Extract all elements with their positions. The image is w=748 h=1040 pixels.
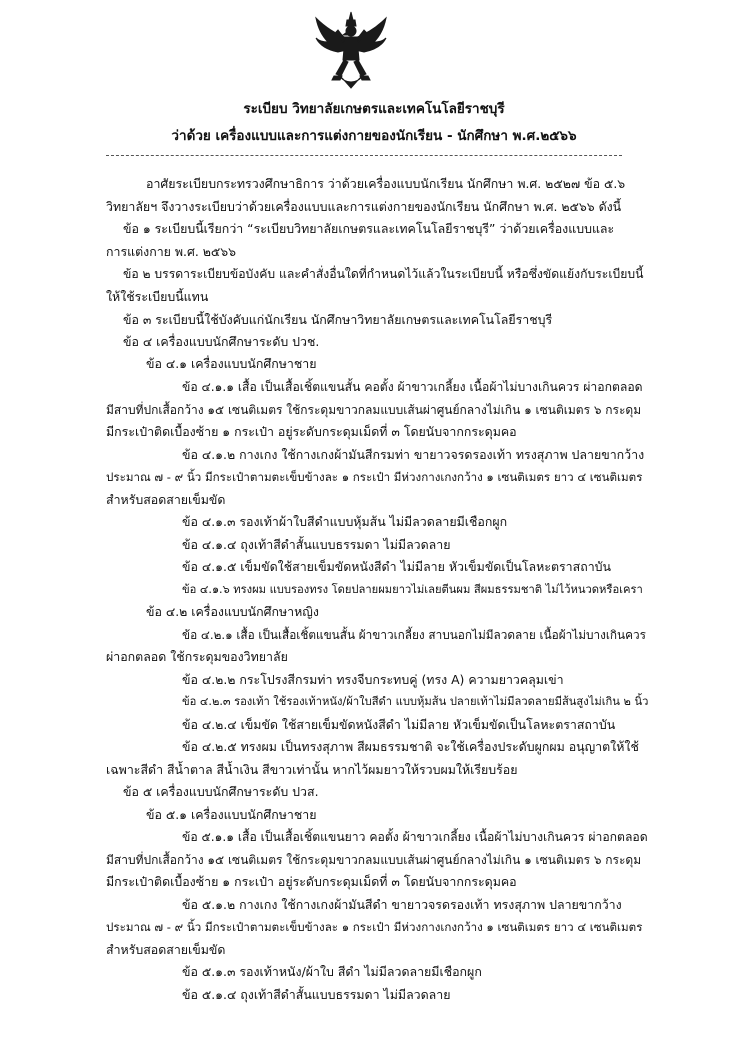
body-line: ข้อ ๕.๑.๒ กางเกง ใช้กางเกงผ้ามันสีดำ ขายาวจรดรองเท้า ทรงสุภาพ ปลายขากว้าง [182, 897, 622, 912]
section-heading: ข้อ ๔ เครื่องแบบนักศึกษาระดับ ปวช. [123, 334, 320, 349]
subsection-heading: ข้อ ๔.๒ เครื่องแบบนักศึกษาหญิง [146, 604, 319, 619]
document-title: ระเบียบ วิทยาลัยเกษตรและเทคโนโลยีราชบุรี [243, 101, 505, 117]
body-line: ข้อ ๔.๑.๔ ถุงเท้าสีดำสั้นแบบธรรมดา ไม่มีลวดลาย [182, 537, 451, 552]
body-line: ประมาณ ๗ - ๙ นิ้ว มีกระเป๋าตามตะเข็บข้างละ ๑ กระเป๋า มีห่วงกางเกงกว้าง ๑ เซนติเมตร ยาว ๔ เซนติเมตร [106, 470, 643, 484]
body-line: ข้อ ๔.๒.๑ เสื้อ เป็นเสื้อเชิ้ตแขนสั้น ผ้าขาวเกลี้ยง สาบนอกไม่มีลวดลาย เนื้อผ้าไม่บางเกินควร [182, 628, 646, 642]
body-line: ให้ใช้ระเบียบนี้แทน [106, 289, 209, 304]
body-line: ข้อ ๕.๑.๓ รองเท้าหนัง/ผ้าใบ สีดำ ไม่มีลวดลายมีเชือกผูก [182, 964, 482, 979]
body-line: ข้อ ๕.๑.๑ เสื้อ เป็นเสื้อเชิ้ตแขนยาว คอตั้ง ผ้าขาวเกลี้ยง เนื้อผ้าไม่บางเกินควร ผ่าอกตลอด [182, 830, 648, 844]
body-line: ข้อ ๕.๑.๔ ถุงเท้าสีดำสั้นแบบธรรมดา ไม่มีลวดลาย [182, 987, 451, 1002]
body-line: สำหรับสอดสายเข็มขัด [106, 492, 226, 507]
body-line: ประมาณ ๗ - ๙ นิ้ว มีกระเป๋าตามตะเข็บข้างละ ๑ กระเป๋า มีห่วงกางเกงกว้าง ๑ เซนติเมตร ยาว ๔ เซนติเมตร [106, 920, 643, 934]
body-line: ผ่าอกตลอด ใช้กระดุมของวิทยาลัย [106, 649, 288, 664]
body-line: สำหรับสอดสายเข็มขัด [106, 942, 226, 957]
body-line: เฉพาะสีดำ สีน้ำตาล สีน้ำเงิน สีขาวเท่านั้น หากไว้ผมยาวให้รวบผมให้เรียบร้อย [106, 762, 518, 777]
body-line: ข้อ ๔.๑.๓ รองเท้าผ้าใบสีดำแบบหุ้มส้น ไม่มีลวดลายมีเชือกผูก [182, 514, 508, 529]
body-line: ข้อ ๔.๑.๑ เสื้อ เป็นเสื้อเชิ้ตแขนสั้น คอตั้ง ผ้าขาวเกลี้ยง เนื้อผ้าไม่บางเกินควร ผ่าอกตลอด [182, 380, 643, 394]
body-line: ข้อ ๒ บรรดาระเบียบข้อบังคับ และคำสั่งอื่นใดที่กำหนดไว้แล้วในระเบียบนี้ หรือซึ่งขัดแย้งกับระเบียบนี้ [123, 267, 644, 281]
body-line: วิทยาลัยฯ จึงวางระเบียบว่าด้วยเครื่องแบบและการแต่งกายของนักเรียน นักศึกษา พ.ศ. ๒๕๖๖ ดังนี้ [106, 199, 622, 214]
body-line: มีสาบที่ปกเสื้อกว้าง ๑๕ เซนติเมตร ใช้กระดุมขาวกลมแบบเส้นผ่าศูนย์กลางไม่เกิน ๑ เซนติเมตร ๖ กระดุม [106, 403, 642, 417]
garuda-emblem [314, 10, 388, 92]
body-line: มีสาบที่ปกเสื้อกว้าง ๑๕ เซนติเมตร ใช้กระดุมขาวกลมแบบเส้นผ่าศูนย์กลางไม่เกิน ๑ เซนติเมตร ๖ กระดุม [106, 853, 642, 867]
subsection-heading: ข้อ ๕.๑ เครื่องแบบนักศึกษาชาย [146, 807, 317, 822]
body-line: มีกระเป๋าติดเบื้องซ้าย ๑ กระเป๋า อยู่ระดับกระดุมเม็ดที่ ๓ โดยนับจากกระดุมคอ [106, 874, 517, 889]
dashed-divider [106, 155, 622, 156]
body-line: มีกระเป๋าติดเบื้องซ้าย ๑ กระเป๋า อยู่ระดับกระดุมเม็ดที่ ๓ โดยนับจากกระดุมคอ [106, 424, 517, 439]
body-line: การแต่งกาย พ.ศ. ๒๕๖๖ [106, 244, 236, 259]
body-line: ข้อ ๔.๑.๒ กางเกง ใช้กางเกงผ้ามันสีกรมท่า ขายาวจรดรองเท้า ทรงสุภาพ ปลายขากว้าง [182, 447, 645, 462]
body-line: ข้อ ๑ ระเบียบนี้เรียกว่า “ระเบียบวิทยาลัยเกษตรและเทคโนโลยีราชบุรี” ว่าด้วยเครื่องแบบและ [123, 221, 615, 236]
document-subtitle: ว่าด้วย เครื่องแบบและการแต่งกายของนักเรียน - นักศึกษา พ.ศ.๒๕๖๖ [171, 128, 577, 144]
section-heading: ข้อ ๕ เครื่องแบบนักศึกษาระดับ ปวส. [123, 784, 319, 799]
body-line: ข้อ ๔.๒.๔ เข็มขัด ใช้สายเข็มขัดหนังสีดำ ไม่มีลาย หัวเข็มขัดเป็นโลหะตราสถาบัน [182, 717, 616, 732]
body-line: ข้อ ๔.๑.๕ เข็มขัดใช้สายเข็มขัดหนังสีดำ ไม่มีลาย หัวเข็มขัดเป็นโลหะตราสถาบัน [182, 559, 611, 574]
body-line: ข้อ ๓ ระเบียบนี้ใช้บังคับแก่นักเรียน นักศึกษาวิทยาลัยเกษตรและเทคโนโลยีราชบุรี [123, 312, 553, 327]
body-line: ข้อ ๔.๑.๖ ทรงผม แบบรองทรง โดยปลายผมยาวไม่เลยตีนผม สีผมธรรมชาติ ไม่ไว้หนวดหรือเครา [182, 583, 643, 596]
body-line: ข้อ ๔.๒.๒ กระโปรงสีกรมท่า ทรงจีบกระทบคู่ (ทรง A) ความยาวคลุมเข่า [182, 672, 564, 687]
subsection-heading: ข้อ ๔.๑ เครื่องแบบนักศึกษาชาย [146, 356, 317, 371]
body-line: ข้อ ๔.๒.๕ ทรงผม เป็นทรงสุภาพ สีผมธรรมชาติ จะใช้เครื่องประดับผูกผม อนุญาตให้ใช้ [182, 739, 639, 754]
body-line: อาศัยระเบียบกระทรวงศึกษาธิการ ว่าด้วยเครื่องแบบนักเรียน นักศึกษา พ.ศ. ๒๕๒๗ ข้อ ๕.๖ [146, 176, 626, 191]
body-line: ข้อ ๔.๒.๓ รองเท้า ใช้รองเท้าหนัง/ผ้าใบสีดำ แบบหุ้มส้น ปลายเท้าไม่มีลวดลายมีส้นสูงไม่เกิน ๒ นิ้ว [182, 695, 649, 708]
